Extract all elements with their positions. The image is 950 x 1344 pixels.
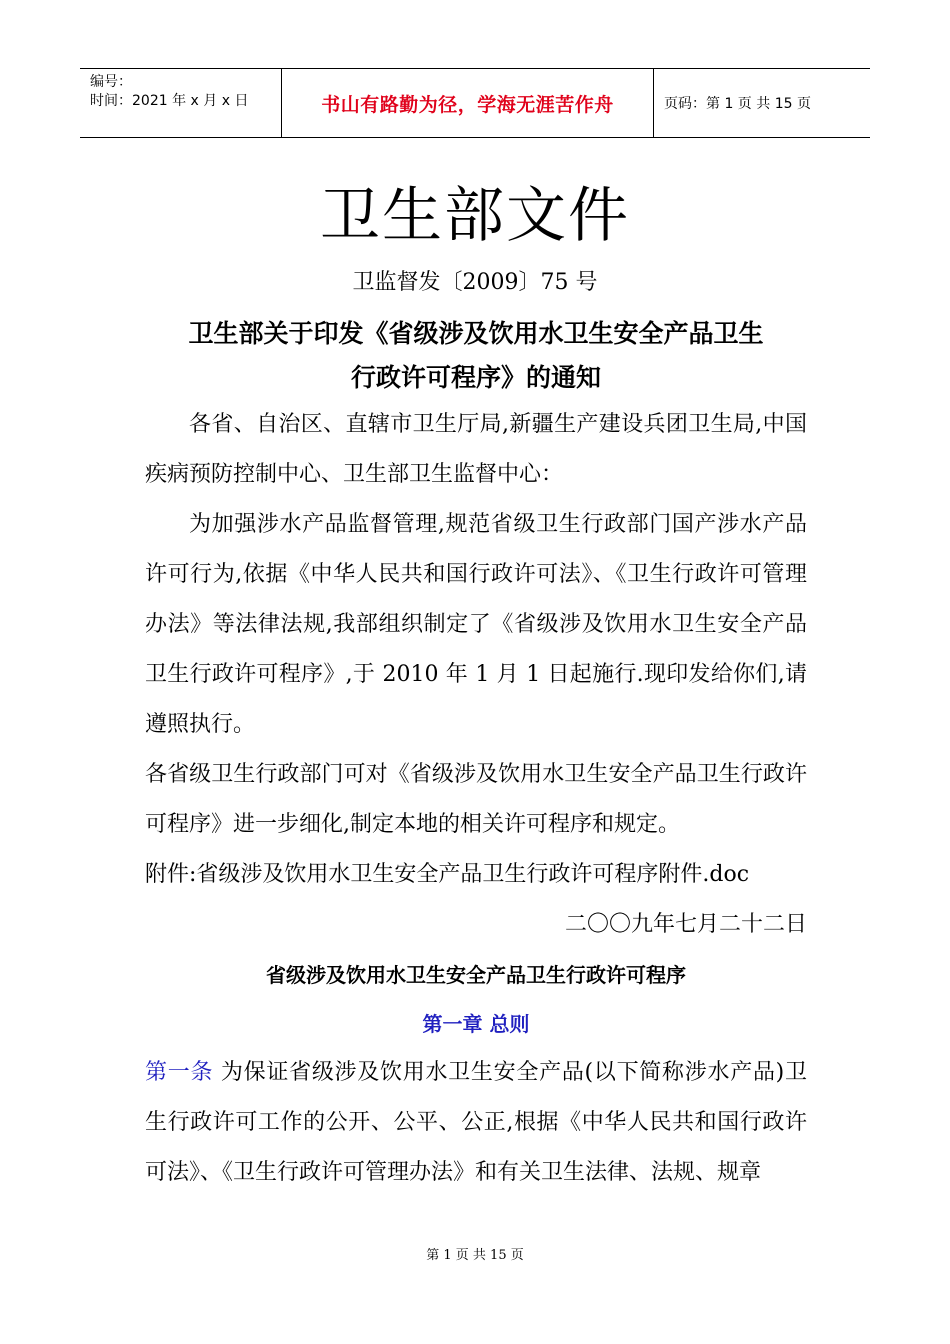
attachment-line: 附件:省级涉及饮用水卫生安全产品卫生行政许可程序附件.doc — [145, 862, 750, 887]
article-1-label: 第一条 — [145, 1060, 214, 1085]
number-label: 编号： — [90, 74, 132, 90]
header-motto: 书山有路勤为径，学海无涯苦作舟 — [282, 69, 654, 137]
header-page-info: 页码：第 1 页 共 15 页 — [664, 96, 811, 112]
body-paragraph-2: 各省级卫生行政部门可对《省级涉及饮用水卫生安全产品卫生行政许可程序》进一步细化,制定本地的相关许可程序和规定。 — [145, 762, 807, 837]
time-label: 时间：2021 年 x 月 x 日 — [90, 93, 249, 109]
document-content — [145, 312, 807, 1198]
chapter-heading: 第一章 总则 — [422, 1012, 530, 1036]
header-meta — [80, 69, 282, 137]
recipients-paragraph: 各省、自治区、直辖市卫生厅局,新疆生产建设兵团卫生局,中国疾病预防控制中心、卫生部卫生监督中心： — [145, 412, 807, 487]
notice-title-line1: 卫生部关于印发《省级涉及饮用水卫生安全产品卫生 — [188, 319, 764, 348]
document-number: 卫监督发〔2009〕75 号 — [352, 270, 598, 295]
issue-date: 二〇〇九年七月二十二日 — [564, 912, 807, 937]
notice-title-line2: 行政许可程序》的通知 — [350, 363, 601, 392]
article-1-text: 为保证省级涉及饮用水卫生安全产品(以下简称涉水产品)卫生行政许可工作的公开、公平、公正,根据《中华人民共和国行政许可法》、《卫生行政许可管理办法》和有关卫生法律、法规、规章 — [145, 1060, 807, 1185]
document-title: 卫生部文件 — [320, 181, 630, 251]
page-footer: 第 1 页 共 15 页 — [426, 1248, 524, 1263]
article-1-paragraph — [145, 1048, 807, 1198]
header-table — [80, 68, 870, 138]
procedure-title: 省级涉及饮用水卫生安全产品卫生行政许可程序 — [266, 963, 686, 987]
body-paragraph-1: 为加强涉水产品监督管理,规范省级卫生行政部门国产涉水产品许可行为,依据《中华人民共和国行政许可法》、《卫生行政许可管理办法》等法律法规,我部组织制定了《省级涉及饮用水卫生安全产品卫生行政许可程序》,于 2010 年 1 月 1 日起施行.现印发给你们,请遵照执行。 — [145, 512, 807, 737]
